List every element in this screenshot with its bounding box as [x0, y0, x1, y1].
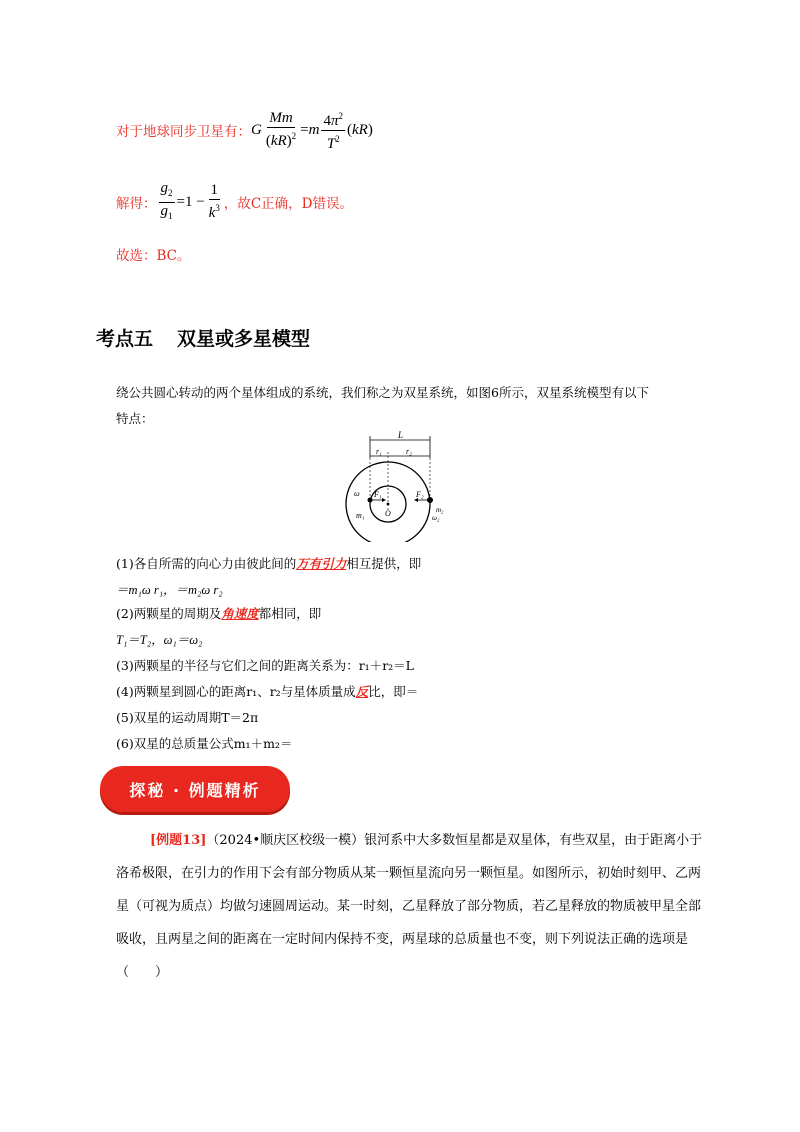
- section-number: 考点五: [96, 328, 154, 350]
- solution-line-1: [116, 108, 373, 152]
- point-4-text-a: (4)两颗星到圆心的距离r₁、r₂与星体质量成: [116, 684, 356, 699]
- solution-line2-suffix: ，故C正确，D错误。: [223, 196, 353, 212]
- gravity-equation: G $\frac{Mm}{(kR)^2}$ = m $\frac{4\pi^2}{T^2}$ (kR): [251, 108, 373, 153]
- label-F1: F₁: [374, 490, 382, 499]
- keyword-inverse: 反: [355, 684, 369, 699]
- point-1-text-a: (1)各自所需的向心力由彼此间的: [116, 556, 297, 571]
- center-O: [387, 503, 390, 506]
- example-paragraph: [116, 824, 710, 989]
- label-L: L: [398, 430, 404, 440]
- solution-line2-prefix: 解得：: [116, 196, 157, 212]
- label-O: O: [385, 509, 391, 518]
- label-F2: F₂: [416, 490, 424, 499]
- star-m1: [368, 498, 373, 503]
- point-2-text-b: 都相同，即: [258, 606, 322, 621]
- intro-paragraph: [116, 382, 716, 430]
- point-3: (3)两颗星的半径与它们之间的距离关系为：r₁＋r₂＝L: [116, 658, 414, 673]
- solution-line1-prefix: 对于地球同步卫星有：: [116, 124, 251, 140]
- point-2-text-a: (2)两颗星的周期及: [116, 606, 222, 621]
- ratio-equation: $\frac{g_2}{g_1}$ =1 − $\frac{1}{k^3}$: [160, 179, 220, 221]
- label-m2: m₂: [436, 506, 444, 514]
- example-banner: 探秘 · 例题精析: [100, 766, 290, 812]
- label-r2: r₂: [406, 447, 412, 456]
- label-r1: r₁: [376, 447, 382, 456]
- point-4-text-b: 比，即＝: [368, 684, 419, 699]
- point-4: [116, 682, 418, 700]
- point-1: [116, 554, 421, 572]
- example-text: （2024•顺庆区校级一模）银河系中大多数恒星都是双星体，有些双星，由于距离小于洛希极限，在引力的作用下会有部分物质从某一颗恒星流向另一颗恒星。如图所示，初始时刻甲、乙两星（可视为质点）均做匀速圆周运动。某一时刻，乙星释放了部分物质，若乙星释放的物质被甲星全部吸收，且两星之间的距离在一定时间内保持不变，两星球的总质量也不变，则下列说法正确的选项是（ ）: [116, 833, 703, 980]
- point-2-formula: T₁＝T₂，ω₁＝ω₂: [116, 633, 203, 647]
- keyword-universal-gravitation: 万有引力: [296, 556, 347, 571]
- solution-line-2: [116, 180, 353, 224]
- keyword-angular-velocity: 角速度: [221, 606, 259, 621]
- point-1-text-b: 相互提供，即: [346, 556, 422, 571]
- solution-line-3: 故选：BC。: [116, 248, 191, 264]
- label-omega1: ω: [354, 489, 360, 498]
- intro-line-2: 特点：: [116, 411, 154, 426]
- section-title: 双星或多星模型: [177, 328, 311, 350]
- point-6: (6)双星的总质量公式m₁＋m₂＝: [116, 736, 293, 751]
- label-omega2: ω₂: [432, 514, 440, 522]
- intro-line-1: 绕公共圆心转动的两个星体组成的系统，我们称之为双星系统，如图6所示，双星系统模型有以下: [116, 385, 649, 400]
- point-2: [116, 604, 321, 622]
- label-m1: m₁: [356, 511, 365, 520]
- example-tag: [例题13]: [150, 833, 207, 848]
- point-1-formula: ＝m₁ω r₁，＝m₂ω r₂: [116, 583, 223, 597]
- section-heading: [96, 324, 310, 351]
- point-5: (5)双星的运动周期T＝2π: [116, 710, 259, 725]
- binary-star-figure: [340, 430, 470, 542]
